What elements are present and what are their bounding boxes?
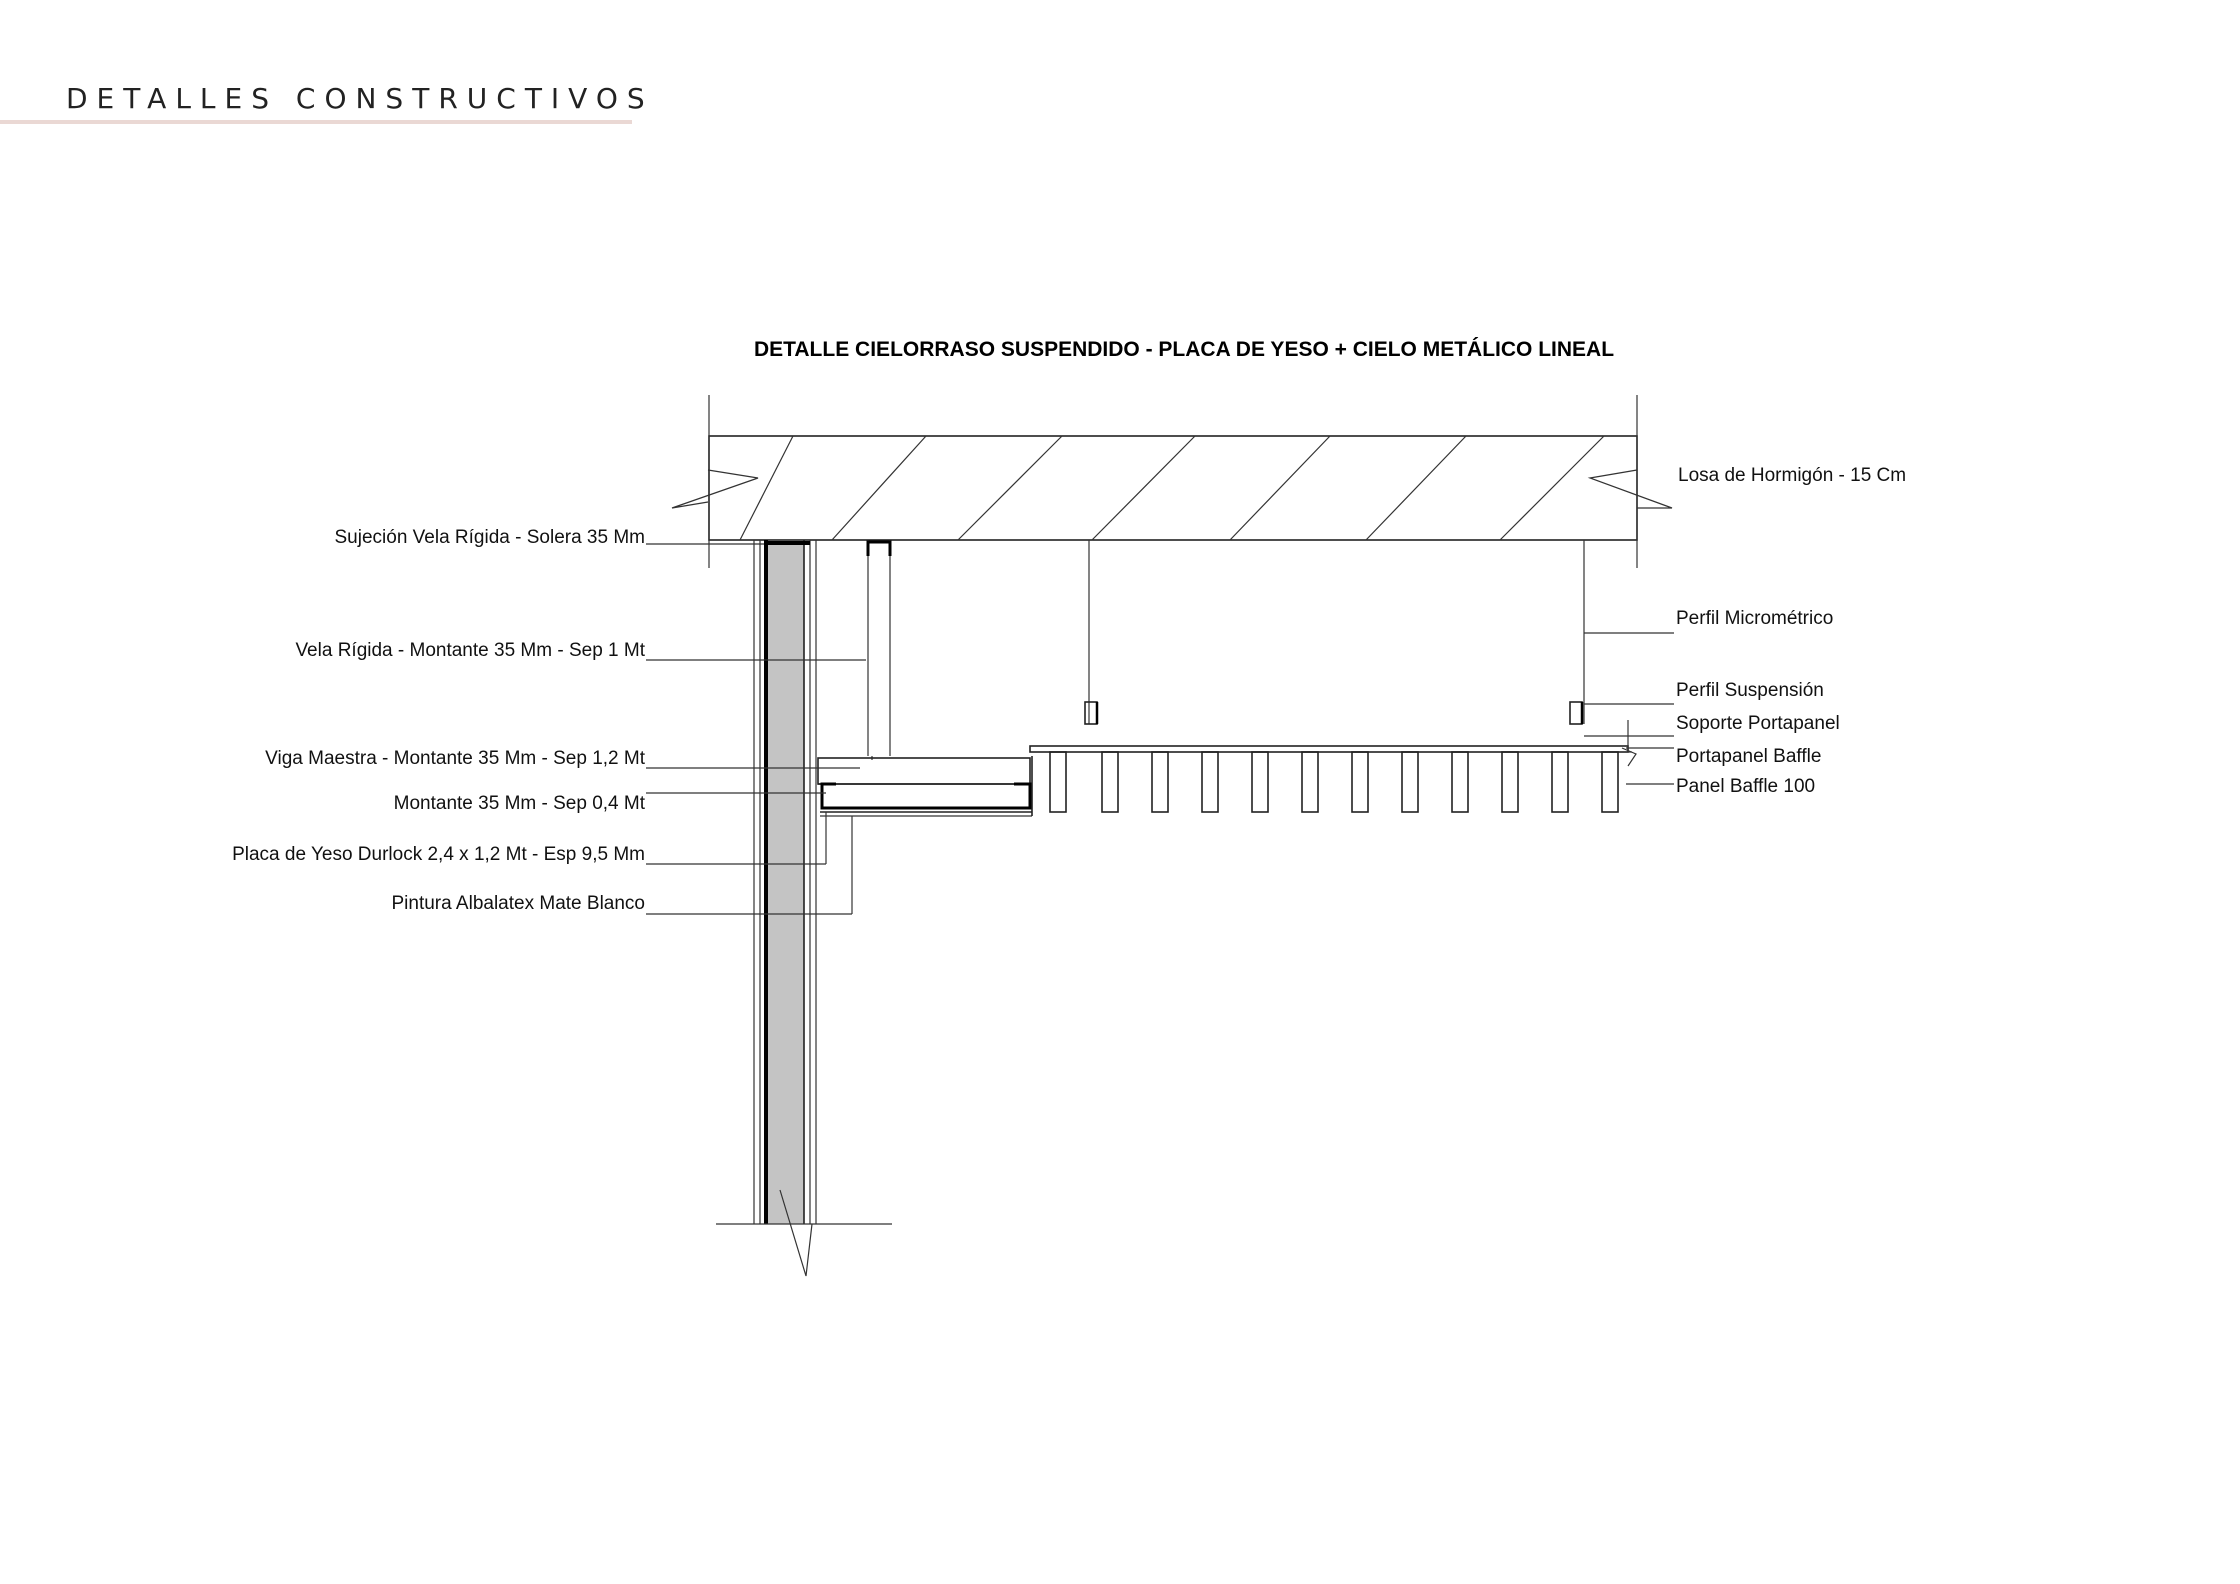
baffle-panel	[1302, 752, 1318, 812]
label-panel-carrier-support: Soporte Portapanel	[1676, 713, 1840, 734]
baffle-panel	[1352, 752, 1368, 812]
baffle-panel	[1050, 752, 1066, 812]
label-rigid-hanger: Vela Rígida - Montante 35 Mm - Sep 1 Mt	[295, 640, 645, 661]
wall	[716, 540, 892, 1276]
detail-title: DETALLE CIELORRASO SUSPENDIDO - PLACA DE YESO + CIELO METÁLICO LINEAL	[753, 338, 1615, 361]
rigid-hanger	[868, 540, 890, 760]
baffle-panel	[1102, 752, 1118, 812]
plasterboard-ceiling	[818, 756, 1032, 816]
baffle-panel	[1602, 752, 1618, 812]
baffle-panel	[1202, 752, 1218, 812]
leader-lines-right	[1584, 633, 1674, 784]
concrete-slab	[672, 395, 1672, 568]
baffle-panel	[1402, 752, 1418, 812]
label-suspension-profile: Perfil Suspensión	[1676, 680, 1824, 701]
label-baffle-carrier: Portapanel Baffle	[1676, 746, 1822, 767]
baffle-ceiling	[1030, 746, 1632, 812]
label-main-beam: Viga Maestra - Montante 35 Mm - Sep 1,2 Mt	[265, 748, 645, 769]
label-baffle-panel: Panel Baffle 100	[1676, 776, 1816, 797]
baffle-panel	[1452, 752, 1468, 812]
section-title: DETALLES CONSTRUCTIVOS	[66, 82, 654, 115]
baffle-panel	[1552, 752, 1568, 812]
baffle-panel	[1502, 752, 1518, 812]
label-plasterboard: Placa de Yeso Durlock 2,4 x 1,2 Mt - Esp 9,5 Mm	[232, 844, 645, 865]
baffle-panel	[1252, 752, 1268, 812]
leader-lines-left	[646, 544, 866, 914]
baffle-panel	[1152, 752, 1168, 812]
label-rigid-hanger-fixing: Sujeción Vela Rígida - Solera 35 Mm	[334, 527, 645, 548]
label-paint: Pintura Albalatex Mate Blanco	[391, 893, 645, 914]
label-concrete-slab: Losa de Hormigón - 15 Cm	[1678, 465, 1907, 486]
label-micrometric-profile: Perfil Micrométrico	[1676, 608, 1834, 629]
label-stud: Montante 35 Mm - Sep 0,4 Mt	[393, 793, 645, 814]
suspension-profiles	[1085, 540, 1584, 724]
